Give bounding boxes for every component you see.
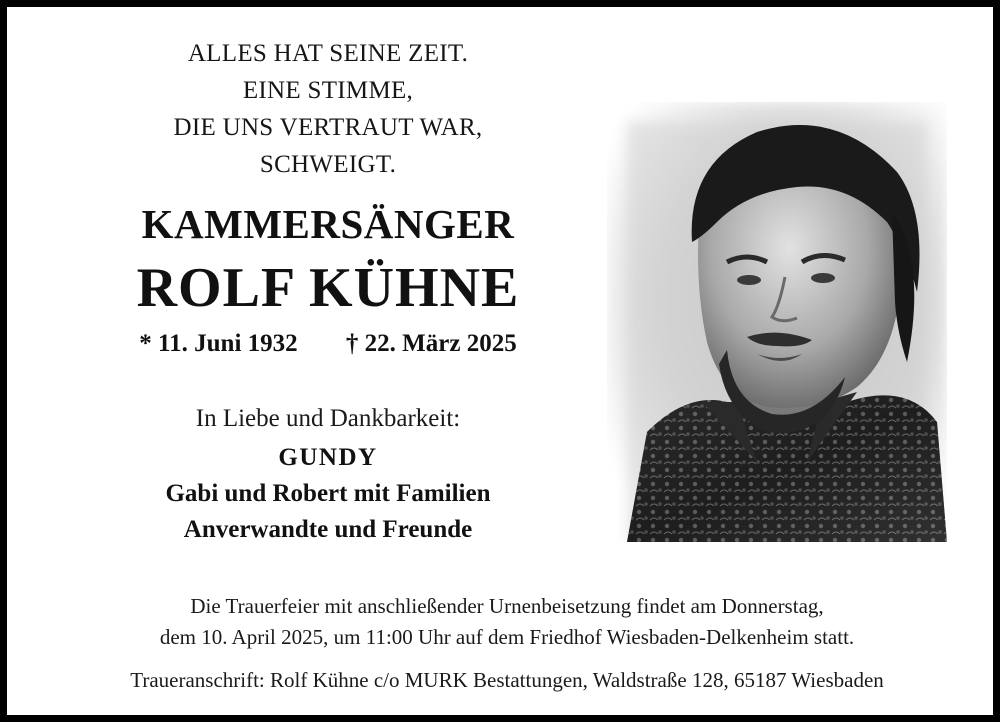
mourner-name: Gabi und Robert mit Familien [165,480,491,507]
portrait-photo-icon [607,102,947,542]
motto-verse [14,35,642,183]
ceremony-line-2: dem 10. April 2025, um 11:00 Uhr auf dem Friedhof Wiesbaden-Delkenheim statt. [159,625,855,649]
motto-line-1: ALLES HAT SEINE ZEIT. [187,40,469,67]
motto-line-2: EINE STIMME, [242,77,414,104]
mourner-name: GUNDY [278,444,378,471]
mourners-list [14,440,642,548]
deceased-name: ROLF KÜHNE [136,257,520,319]
motto-line-4: SCHWEIGT. [259,151,397,178]
life-dates [14,330,642,358]
mourners-intro: In Liebe und Dankbarkeit: [195,405,461,432]
mourner-name: Anverwandte und Freunde [183,516,473,543]
honorary-title: KAMMERSÄNGER [141,201,515,247]
mourning-address: Traueranschrift: Rolf Kühne c/o MURK Bestattungen, Waldstraße 128, 65187 Wiesbaden [130,668,884,692]
motto-line-3: DIE UNS VERTRAUT WAR, [173,114,483,141]
death-date: † 22. März 2025 [345,330,517,357]
birth-date: * 11. Juni 1932 [139,330,298,357]
funeral-announcement [14,591,1000,653]
ceremony-line-1: Die Trauerfeier mit anschließender Urnenbeisetzung findet am Donnerstag, [190,594,824,618]
